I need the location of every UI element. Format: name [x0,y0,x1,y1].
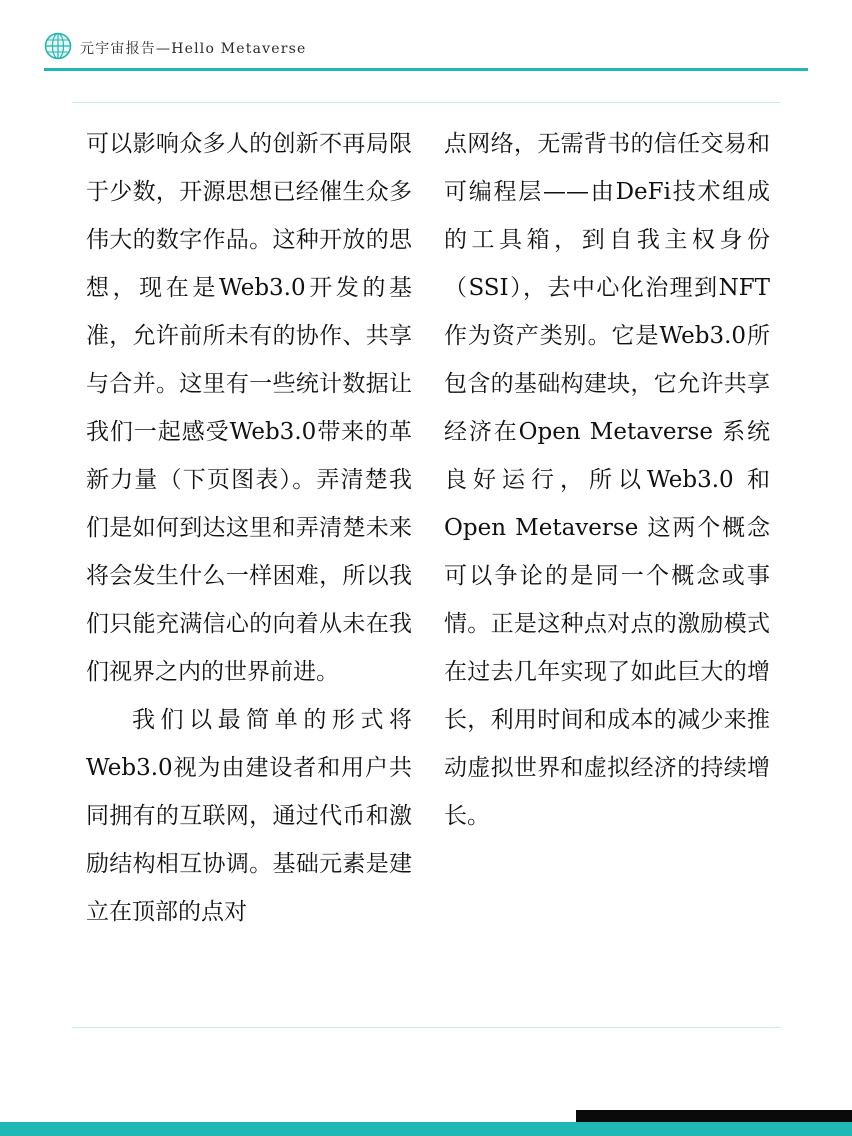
header-title: 元宇宙报告—Hello Metaverse [80,41,307,57]
content-top-divider [72,102,780,103]
left-paragraph-2: 我们以最简单的形式将Web3.0视为由建设者和用户共同拥有的互联网，通过代币和激励结构相互协调。基础元素是建立在顶部的点对 [86,707,412,925]
left-paragraph-1: 可以影响众多人的创新不再局限于少数，开源思想已经催生众多伟大的数字作品。这种开放的思想，现在是Web3.0开发的基准，允许前所未有的协作、共享与合并。这里有一些统计数据让我们一起感受Web3.0带来的革新力量（下页图表）。弄清楚我们是如何到达这里和弄清楚未来将会发生什么一样困难，所以我们只能充满信心的向着从未在我们视界之内的世界前进。 [86,131,412,685]
footer-black-bar [576,1110,852,1122]
header-divider [44,68,808,71]
page-header [0,0,852,72]
globe-icon [44,32,72,60]
footer-teal-bar [0,1122,852,1136]
content-bottom-divider [72,1027,780,1028]
right-paragraph-1: 点网络，无需背书的信任交易和可编程层——由DeFi技术组成的工具箱，到自我主权身份（SSI），去中心化治理到NFT作为资产类别。它是Web3.0所包含的基础构建块，它允许共享经济在Open Metaverse 系统良好运行，所以Web3.0 和 Open Metaverse 这两个概念可以争论的是同一个概念或事情。正是这种点对点的激励模式在过去几年实现了如此巨大的增长，利用时间和成本的减少来推动虚拟世界和虚拟经济的持续增长。 [444,131,770,829]
left-column [86,120,412,936]
right-column [444,120,770,840]
